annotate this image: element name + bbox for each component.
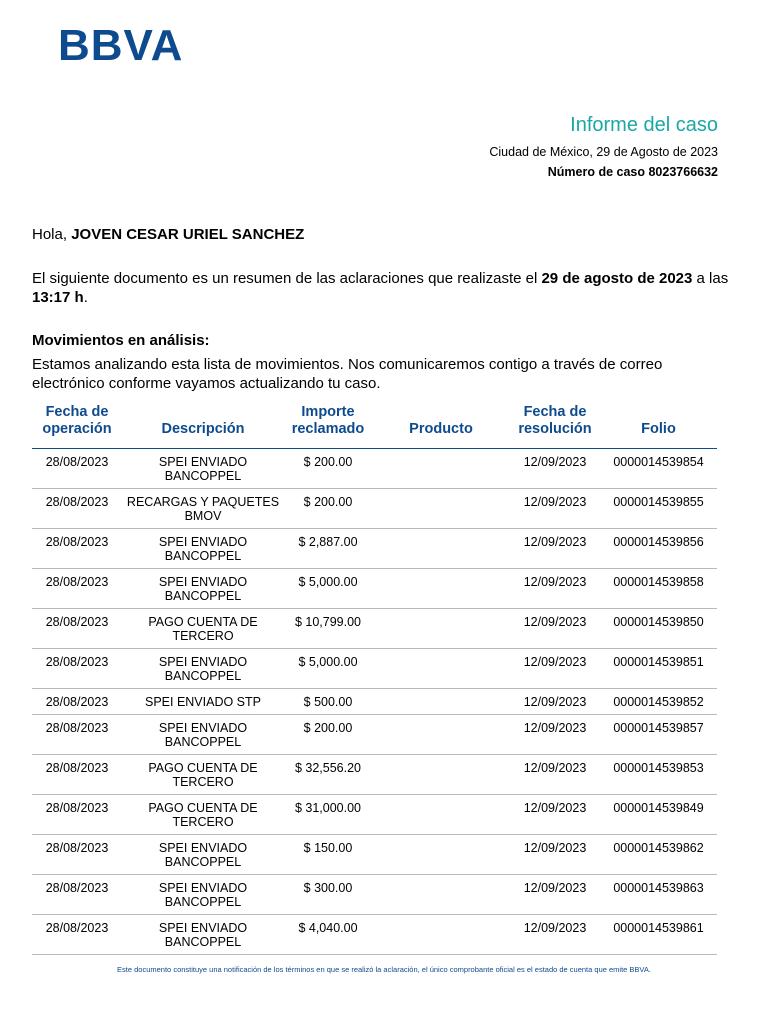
greeting-prefix: Hola, — [32, 226, 72, 243]
header-descripcion: Descripción — [122, 404, 284, 449]
cell-fecha-resolucion: 12/09/2023 — [510, 689, 600, 715]
cell-importe: $ 200.00 — [284, 715, 372, 755]
cell-fecha-resolucion: 12/09/2023 — [510, 649, 600, 689]
summary-text-3: . — [83, 289, 88, 306]
table-row — [32, 875, 717, 915]
table-row — [32, 689, 717, 715]
cell-fecha-resolucion: 12/09/2023 — [510, 755, 600, 795]
cell-fecha-resolucion: 12/09/2023 — [510, 835, 600, 875]
footer-note: Este documento constituye una notificación de los términos en que se realizó la aclaración, el único comprobante oficial es el estado de cuenta que emite BBVA. — [117, 965, 651, 974]
cell-descripcion: SPEI ENVIADO BANCOPPEL — [122, 529, 284, 569]
customer-name: JOVEN CESAR URIEL SANCHEZ — [71, 226, 305, 243]
cell-descripcion: SPEI ENVIADO BANCOPPEL — [122, 875, 284, 915]
greeting — [32, 226, 304, 243]
cell-fecha-resolucion: 12/09/2023 — [510, 529, 600, 569]
summary-text-1: El siguiente documento es un resumen de las aclaraciones que realizaste el — [32, 270, 542, 287]
cell-producto — [372, 529, 510, 569]
cell-importe: $ 300.00 — [284, 875, 372, 915]
cell-importe: $ 200.00 — [284, 449, 372, 489]
cell-producto — [372, 489, 510, 529]
header-fecha-operacion: Fecha de operación — [32, 404, 122, 449]
table-row — [32, 715, 717, 755]
cell-importe: $ 4,040.00 — [284, 915, 372, 955]
cell-producto — [372, 609, 510, 649]
cell-fecha-resolucion: 12/09/2023 — [510, 715, 600, 755]
cell-descripcion: RECARGAS Y PAQUETES BMOV — [122, 489, 284, 529]
cell-importe: $ 2,887.00 — [284, 529, 372, 569]
cell-importe: $ 150.00 — [284, 835, 372, 875]
cell-folio: 0000014539850 — [600, 609, 717, 649]
cell-fecha-operacion: 28/08/2023 — [32, 449, 122, 489]
cell-fecha-operacion: 28/08/2023 — [32, 915, 122, 955]
cell-descripcion: SPEI ENVIADO BANCOPPEL — [122, 915, 284, 955]
bbva-logo: BBVA — [58, 21, 184, 70]
summary-text-2: a las — [692, 270, 729, 287]
cell-folio: 0000014539854 — [600, 449, 717, 489]
cell-descripcion: SPEI ENVIADO BANCOPPEL — [122, 569, 284, 609]
table-header-row — [32, 404, 717, 449]
summary-date: 29 de agosto de 2023 — [541, 270, 693, 287]
cell-fecha-operacion: 28/08/2023 — [32, 569, 122, 609]
cell-fecha-operacion: 28/08/2023 — [32, 795, 122, 835]
cell-fecha-operacion: 28/08/2023 — [32, 755, 122, 795]
cell-folio: 0000014539851 — [600, 649, 717, 689]
header-producto: Producto — [372, 404, 510, 449]
table-row — [32, 529, 717, 569]
cell-fecha-resolucion: 12/09/2023 — [510, 795, 600, 835]
cell-producto — [372, 449, 510, 489]
report-header — [489, 112, 718, 180]
table-row — [32, 609, 717, 649]
cell-producto — [372, 569, 510, 609]
cell-folio: 0000014539856 — [600, 529, 717, 569]
cell-folio: 0000014539858 — [600, 569, 717, 609]
cell-producto — [372, 649, 510, 689]
movements-table — [32, 404, 717, 955]
cell-importe: $ 32,556.20 — [284, 755, 372, 795]
cell-fecha-resolucion: 12/09/2023 — [510, 609, 600, 649]
cell-importe: $ 31,000.00 — [284, 795, 372, 835]
cell-producto — [372, 835, 510, 875]
report-title: Informe del caso — [570, 114, 718, 136]
table-row — [32, 449, 717, 489]
cell-producto — [372, 875, 510, 915]
cell-importe: $ 10,799.00 — [284, 609, 372, 649]
cell-fecha-operacion: 28/08/2023 — [32, 689, 122, 715]
cell-folio: 0000014539849 — [600, 795, 717, 835]
section-text: Estamos analizando esta lista de movimientos. Nos comunicaremos contigo a través de correo electrónico conforme vayamos actualizando tu caso. — [32, 356, 663, 392]
table-row — [32, 649, 717, 689]
header-importe: Importe reclamado — [284, 404, 372, 449]
cell-fecha-operacion: 28/08/2023 — [32, 875, 122, 915]
section-title: Movimientos en análisis: — [32, 332, 210, 349]
header-folio: Folio — [600, 404, 717, 449]
table-row — [32, 755, 717, 795]
case-number: Número de caso 8023766632 — [547, 165, 718, 179]
cell-descripcion: SPEI ENVIADO BANCOPPEL — [122, 835, 284, 875]
cell-importe: $ 5,000.00 — [284, 649, 372, 689]
cell-fecha-resolucion: 12/09/2023 — [510, 449, 600, 489]
cell-producto — [372, 795, 510, 835]
cell-fecha-operacion: 28/08/2023 — [32, 489, 122, 529]
table-row — [32, 489, 717, 529]
cell-folio: 0000014539855 — [600, 489, 717, 529]
cell-folio: 0000014539857 — [600, 715, 717, 755]
summary-time: 13:17 h — [32, 289, 84, 306]
cell-producto — [372, 715, 510, 755]
cell-fecha-operacion: 28/08/2023 — [32, 609, 122, 649]
cell-folio: 0000014539863 — [600, 875, 717, 915]
cell-fecha-resolucion: 12/09/2023 — [510, 875, 600, 915]
cell-importe: $ 5,000.00 — [284, 569, 372, 609]
table-row — [32, 835, 717, 875]
cell-descripcion: SPEI ENVIADO BANCOPPEL — [122, 449, 284, 489]
cell-folio: 0000014539861 — [600, 915, 717, 955]
cell-descripcion: SPEI ENVIADO BANCOPPEL — [122, 715, 284, 755]
summary-paragraph — [32, 269, 732, 307]
cell-fecha-resolucion: 12/09/2023 — [510, 489, 600, 529]
cell-producto — [372, 689, 510, 715]
cell-importe: $ 200.00 — [284, 489, 372, 529]
table-row — [32, 795, 717, 835]
cell-importe: $ 500.00 — [284, 689, 372, 715]
cell-descripcion: PAGO CUENTA DE TERCERO — [122, 609, 284, 649]
cell-fecha-resolucion: 12/09/2023 — [510, 915, 600, 955]
cell-folio: 0000014539862 — [600, 835, 717, 875]
cell-descripcion: PAGO CUENTA DE TERCERO — [122, 795, 284, 835]
cell-descripcion: SPEI ENVIADO STP — [122, 689, 284, 715]
cell-descripcion: SPEI ENVIADO BANCOPPEL — [122, 649, 284, 689]
cell-folio: 0000014539853 — [600, 755, 717, 795]
cell-folio: 0000014539852 — [600, 689, 717, 715]
cell-fecha-resolucion: 12/09/2023 — [510, 569, 600, 609]
cell-fecha-operacion: 28/08/2023 — [32, 715, 122, 755]
cell-fecha-operacion: 28/08/2023 — [32, 529, 122, 569]
cell-descripcion: PAGO CUENTA DE TERCERO — [122, 755, 284, 795]
cell-producto — [372, 915, 510, 955]
cell-fecha-operacion: 28/08/2023 — [32, 649, 122, 689]
cell-producto — [372, 755, 510, 795]
table-row — [32, 569, 717, 609]
cell-fecha-operacion: 28/08/2023 — [32, 835, 122, 875]
table-row — [32, 915, 717, 955]
place-date: Ciudad de México, 29 de Agosto de 2023 — [489, 145, 718, 159]
header-fecha-resolucion: Fecha de resolución — [510, 404, 600, 449]
